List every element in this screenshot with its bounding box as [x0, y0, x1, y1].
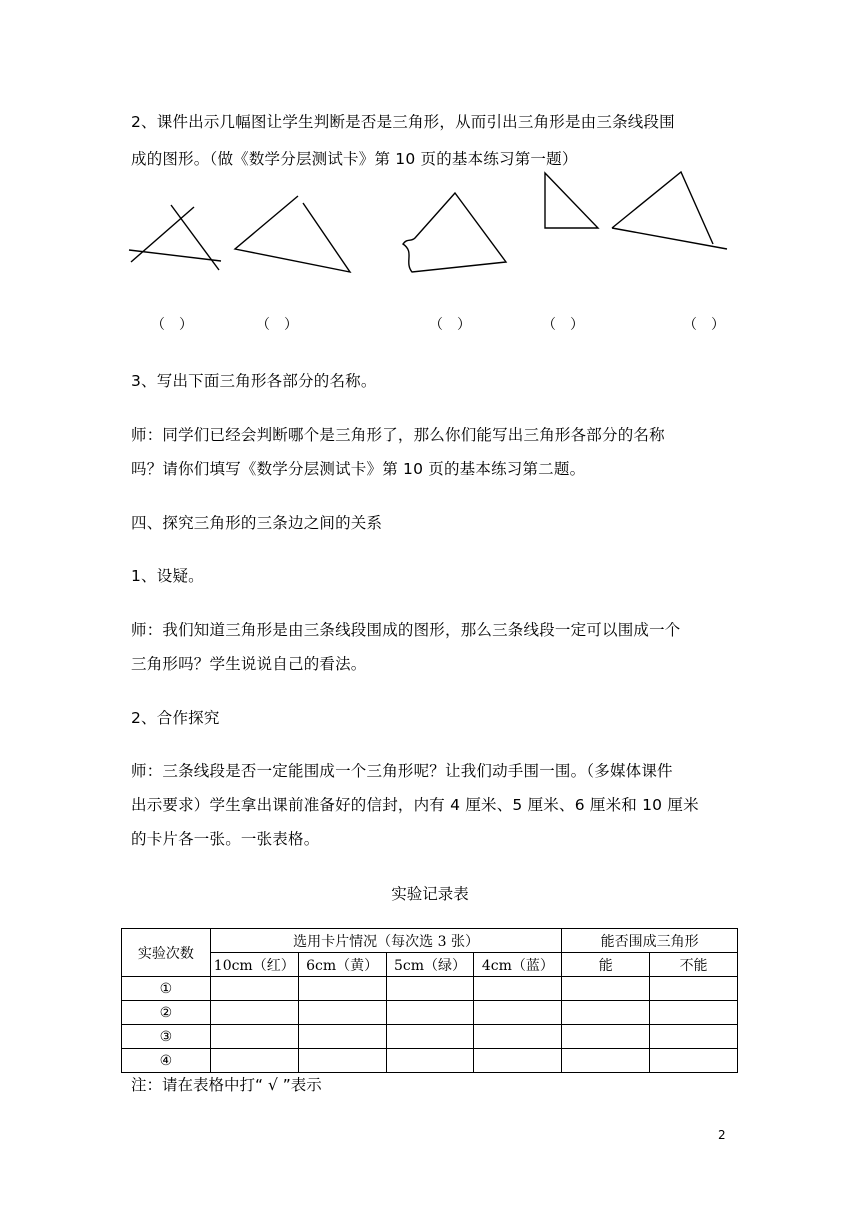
table-cell[interactable] [210, 977, 298, 1001]
table-cell[interactable] [210, 1025, 298, 1049]
row-label: ② [122, 1001, 211, 1025]
table-cell[interactable] [386, 977, 474, 1001]
header-cards-group: 选用卡片情况（每次选 3 张） [210, 929, 562, 953]
table-row [122, 1025, 738, 1049]
table-cell[interactable] [210, 1049, 298, 1073]
header-trial: 实验次数 [122, 929, 211, 977]
row-label: ③ [122, 1025, 211, 1049]
header-can: 能 [562, 953, 650, 977]
table-cell[interactable] [298, 1049, 386, 1073]
table-note: 注：请在表格中打“ √ ”表示 [131, 1076, 322, 1094]
table-row [122, 1001, 738, 1025]
table-cell[interactable] [650, 1025, 738, 1049]
table-cell[interactable] [298, 977, 386, 1001]
table-cell[interactable] [650, 1049, 738, 1073]
answer-blank-1[interactable]: （ ） [151, 317, 193, 333]
table-cell[interactable] [298, 1025, 386, 1049]
header-cannot: 不能 [650, 953, 738, 977]
header-card-5cm: 5cm（绿） [386, 953, 474, 977]
page-number: 2 [718, 1128, 726, 1142]
teacher3-line2: 出示要求）学生拿出课前准备好的信封，内有 4 厘米、5 厘米、6 厘米和 10 厘米 [131, 796, 699, 814]
item3: 3、写出下面三角形各部分的名称。 [131, 372, 377, 390]
answer-blank-4[interactable]: （ ） [542, 317, 584, 333]
step1: 1、设疑。 [131, 567, 204, 585]
table-cell[interactable] [562, 1025, 650, 1049]
answer-blank-2[interactable]: （ ） [256, 317, 298, 333]
header-card-6cm: 6cm（黄） [298, 953, 386, 977]
teacher1-line2: 吗？请你们填写《数学分层测试卡》第 10 页的基本练习第二题。 [131, 460, 586, 478]
table-cell[interactable] [562, 1049, 650, 1073]
row-label: ④ [122, 1049, 211, 1073]
answer-blank-3[interactable]: （ ） [429, 317, 471, 333]
figure-curved-side [403, 193, 506, 272]
table-cell[interactable] [474, 1025, 562, 1049]
table-cell[interactable] [386, 1049, 474, 1073]
header-card-4cm: 4cm（蓝） [474, 953, 562, 977]
row-label: ① [122, 977, 211, 1001]
header-card-10cm: 10cm（红） [210, 953, 298, 977]
figure-crossing-lines [129, 205, 221, 270]
table-cell[interactable] [650, 977, 738, 1001]
teacher3-line1: 师：三条线段是否一定能围成一个三角形呢？让我们动手围一围。（多媒体课件 [131, 762, 673, 780]
table-row [122, 1049, 738, 1073]
table-row [122, 977, 738, 1001]
figure-extended-side [612, 172, 727, 249]
experiment-record-table [121, 928, 738, 1073]
step2: 2、合作探究 [131, 709, 220, 727]
figure-open-triangle [235, 196, 350, 272]
table-cell[interactable] [650, 1001, 738, 1025]
header-result-group: 能否围成三角形 [562, 929, 738, 953]
figure-right-triangle [545, 173, 598, 228]
table-cell[interactable] [562, 977, 650, 1001]
answer-blank-5[interactable]: （ ） [683, 317, 725, 333]
table-cell[interactable] [386, 1001, 474, 1025]
table-cell[interactable] [386, 1025, 474, 1049]
teacher3-line3: 的卡片各一张。一张表格。 [131, 830, 320, 848]
table-cell[interactable] [474, 1049, 562, 1073]
table-cell[interactable] [298, 1001, 386, 1025]
triangle-figures [0, 0, 860, 340]
section4-heading: 四、探究三角形的三条边之间的关系 [131, 514, 383, 532]
table-header-row-2 [122, 953, 738, 977]
table-cell[interactable] [474, 1001, 562, 1025]
table-cell[interactable] [474, 977, 562, 1001]
item2-line2: 成的图形。（做《数学分层测试卡》第 10 页的基本练习第一题） [131, 150, 578, 168]
table-cell[interactable] [210, 1001, 298, 1025]
item2-line1: 2、课件出示几幅图让学生判断是否是三角形，从而引出三角形是由三条线段围 [131, 113, 675, 131]
table-cell[interactable] [562, 1001, 650, 1025]
teacher1-line1: 师：同学们已经会判断哪个是三角形了，那么你们能写出三角形各部分的名称 [131, 426, 665, 444]
table-header-row-1 [122, 929, 738, 953]
teacher2-line1: 师：我们知道三角形是由三条线段围成的图形，那么三条线段一定可以围成一个 [131, 621, 681, 639]
teacher2-line2: 三角形吗？学生说说自己的看法。 [131, 655, 367, 673]
table-caption: 实验记录表 [391, 885, 469, 903]
